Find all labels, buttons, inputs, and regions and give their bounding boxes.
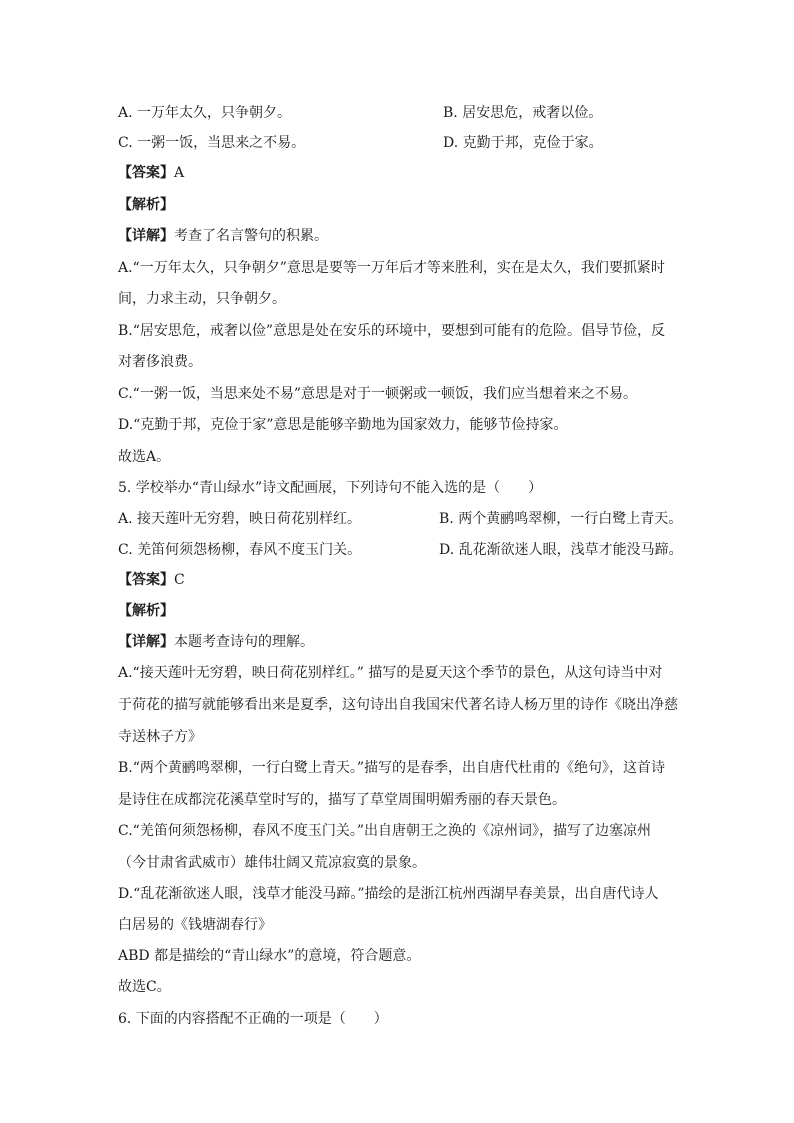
q5-explain-c-2: （今甘肃省武威市）雄伟壮阔又荒凉寂寞的景象。 bbox=[118, 855, 426, 871]
answer-tag: 【答案】 bbox=[118, 572, 174, 588]
q4-option-a: A. 一万年太久，只争朝夕。 bbox=[118, 105, 292, 121]
q4-option-d: D. 克勤于邦，克俭于家。 bbox=[443, 135, 603, 151]
answer-tag: 【答案】 bbox=[118, 165, 174, 181]
q5-explain-c-1: C.“羌笛何须怨杨柳，春风不度玉门关。”出自唐朝王之涣的《凉州词》，描写了边塞凉州 bbox=[118, 823, 651, 839]
detail-tag: 【详解】 bbox=[118, 634, 174, 650]
q5-option-c: C. 羌笛何须怨杨柳，春风不度玉门关。 bbox=[118, 542, 362, 558]
detail-text: 考查了名言警句的积累。 bbox=[174, 228, 328, 244]
q5-answer bbox=[118, 570, 185, 590]
detail-tag: 【详解】 bbox=[118, 228, 174, 244]
q5-explain-abd: ABD 都是描绘的“青山绿水”的意境，符合题意。 bbox=[118, 948, 421, 964]
q5-stem: 5. 学校举办“青山绿水”诗文配画展，下列诗句不能入选的是（ ） bbox=[118, 480, 543, 496]
answer-value: A bbox=[174, 165, 185, 181]
q4-answer bbox=[118, 163, 184, 183]
q5-option-b: B. 两个黄鹂鸣翠柳，一行白鹭上青天。 bbox=[439, 511, 683, 527]
q4-explain-d-1: D.“克勤于邦，克俭于家”意思是能够辛勤地为国家效力，能够节俭持家。 bbox=[118, 417, 568, 433]
q4-explain-c-1: C.“一粥一饭，当思来处不易”意思是对于一顿粥或一顿饭，我们应当想着来之不易。 bbox=[118, 386, 637, 402]
q5-explain-a-3: 寺送林子方》 bbox=[118, 729, 202, 745]
q5-option-a: A. 接天莲叶无穷碧，映日荷花别样红。 bbox=[118, 511, 362, 527]
q4-analysis-tag: 【解析】 bbox=[118, 197, 174, 213]
q4-conclusion: 故选A。 bbox=[118, 449, 171, 465]
q4-explain-b-2: 对奢侈浪费。 bbox=[118, 354, 202, 370]
q6-stem: 6. 下面的内容搭配不正确的一项是（ ） bbox=[118, 1011, 388, 1027]
q4-explain-a-2: 间，力求主动，只争朝夕。 bbox=[118, 291, 286, 307]
q5-explain-d-2: 白居易的《钱塘湖春行》 bbox=[118, 917, 272, 933]
q5-option-d: D. 乱花渐欲迷人眼，浅草才能没马蹄。 bbox=[439, 542, 683, 558]
detail-text: 本题考查诗句的理解。 bbox=[174, 634, 314, 650]
q4-option-c: C. 一粥一饭，当思来之不易。 bbox=[118, 135, 306, 151]
q5-explain-b-2: 是诗住在成都浣花溪草堂时写的，描写了草堂周围明媚秀丽的春天景色。 bbox=[118, 792, 566, 808]
q4-explain-b-1: B.“居安思危，戒奢以俭”意思是处在安乐的环境中，要想到可能有的危险。倡导节俭，反 bbox=[118, 323, 666, 339]
q5-analysis-tag: 【解析】 bbox=[118, 603, 174, 619]
q5-explain-d-1: D.“乱花渐欲迷人眼，浅草才能没马蹄。”描绘的是浙江杭州西湖早春美景，出自唐代诗人 bbox=[118, 886, 659, 902]
q4-explain-a-1: A.“一万年太久，只争朝夕”意思是要等一万年后才等来胜利，实在是太久，我们要抓紧时 bbox=[118, 260, 665, 276]
q5-detail bbox=[118, 632, 314, 652]
q4-detail bbox=[118, 226, 328, 246]
q5-explain-b-1: B.“两个黄鹂鸣翠柳，一行白鹭上青天。”描写的是春季，出自唐代杜甫的《绝句》，这首诗 bbox=[118, 760, 666, 776]
q5-explain-a-2: 于荷花的描写就能够看出来是夏季，这句诗出自我国宋代著名诗人杨万里的诗作《晓出净慈 bbox=[118, 697, 678, 713]
q4-option-b: B. 居安思危，戒奢以俭。 bbox=[443, 105, 603, 121]
answer-value: C bbox=[174, 572, 185, 588]
q5-explain-a-1: A.“接天莲叶无穷碧，映日荷花别样红。” 描写的是夏天这个季节的景色，从这句诗当中对 bbox=[118, 665, 663, 681]
q5-conclusion: 故选C。 bbox=[118, 979, 171, 995]
